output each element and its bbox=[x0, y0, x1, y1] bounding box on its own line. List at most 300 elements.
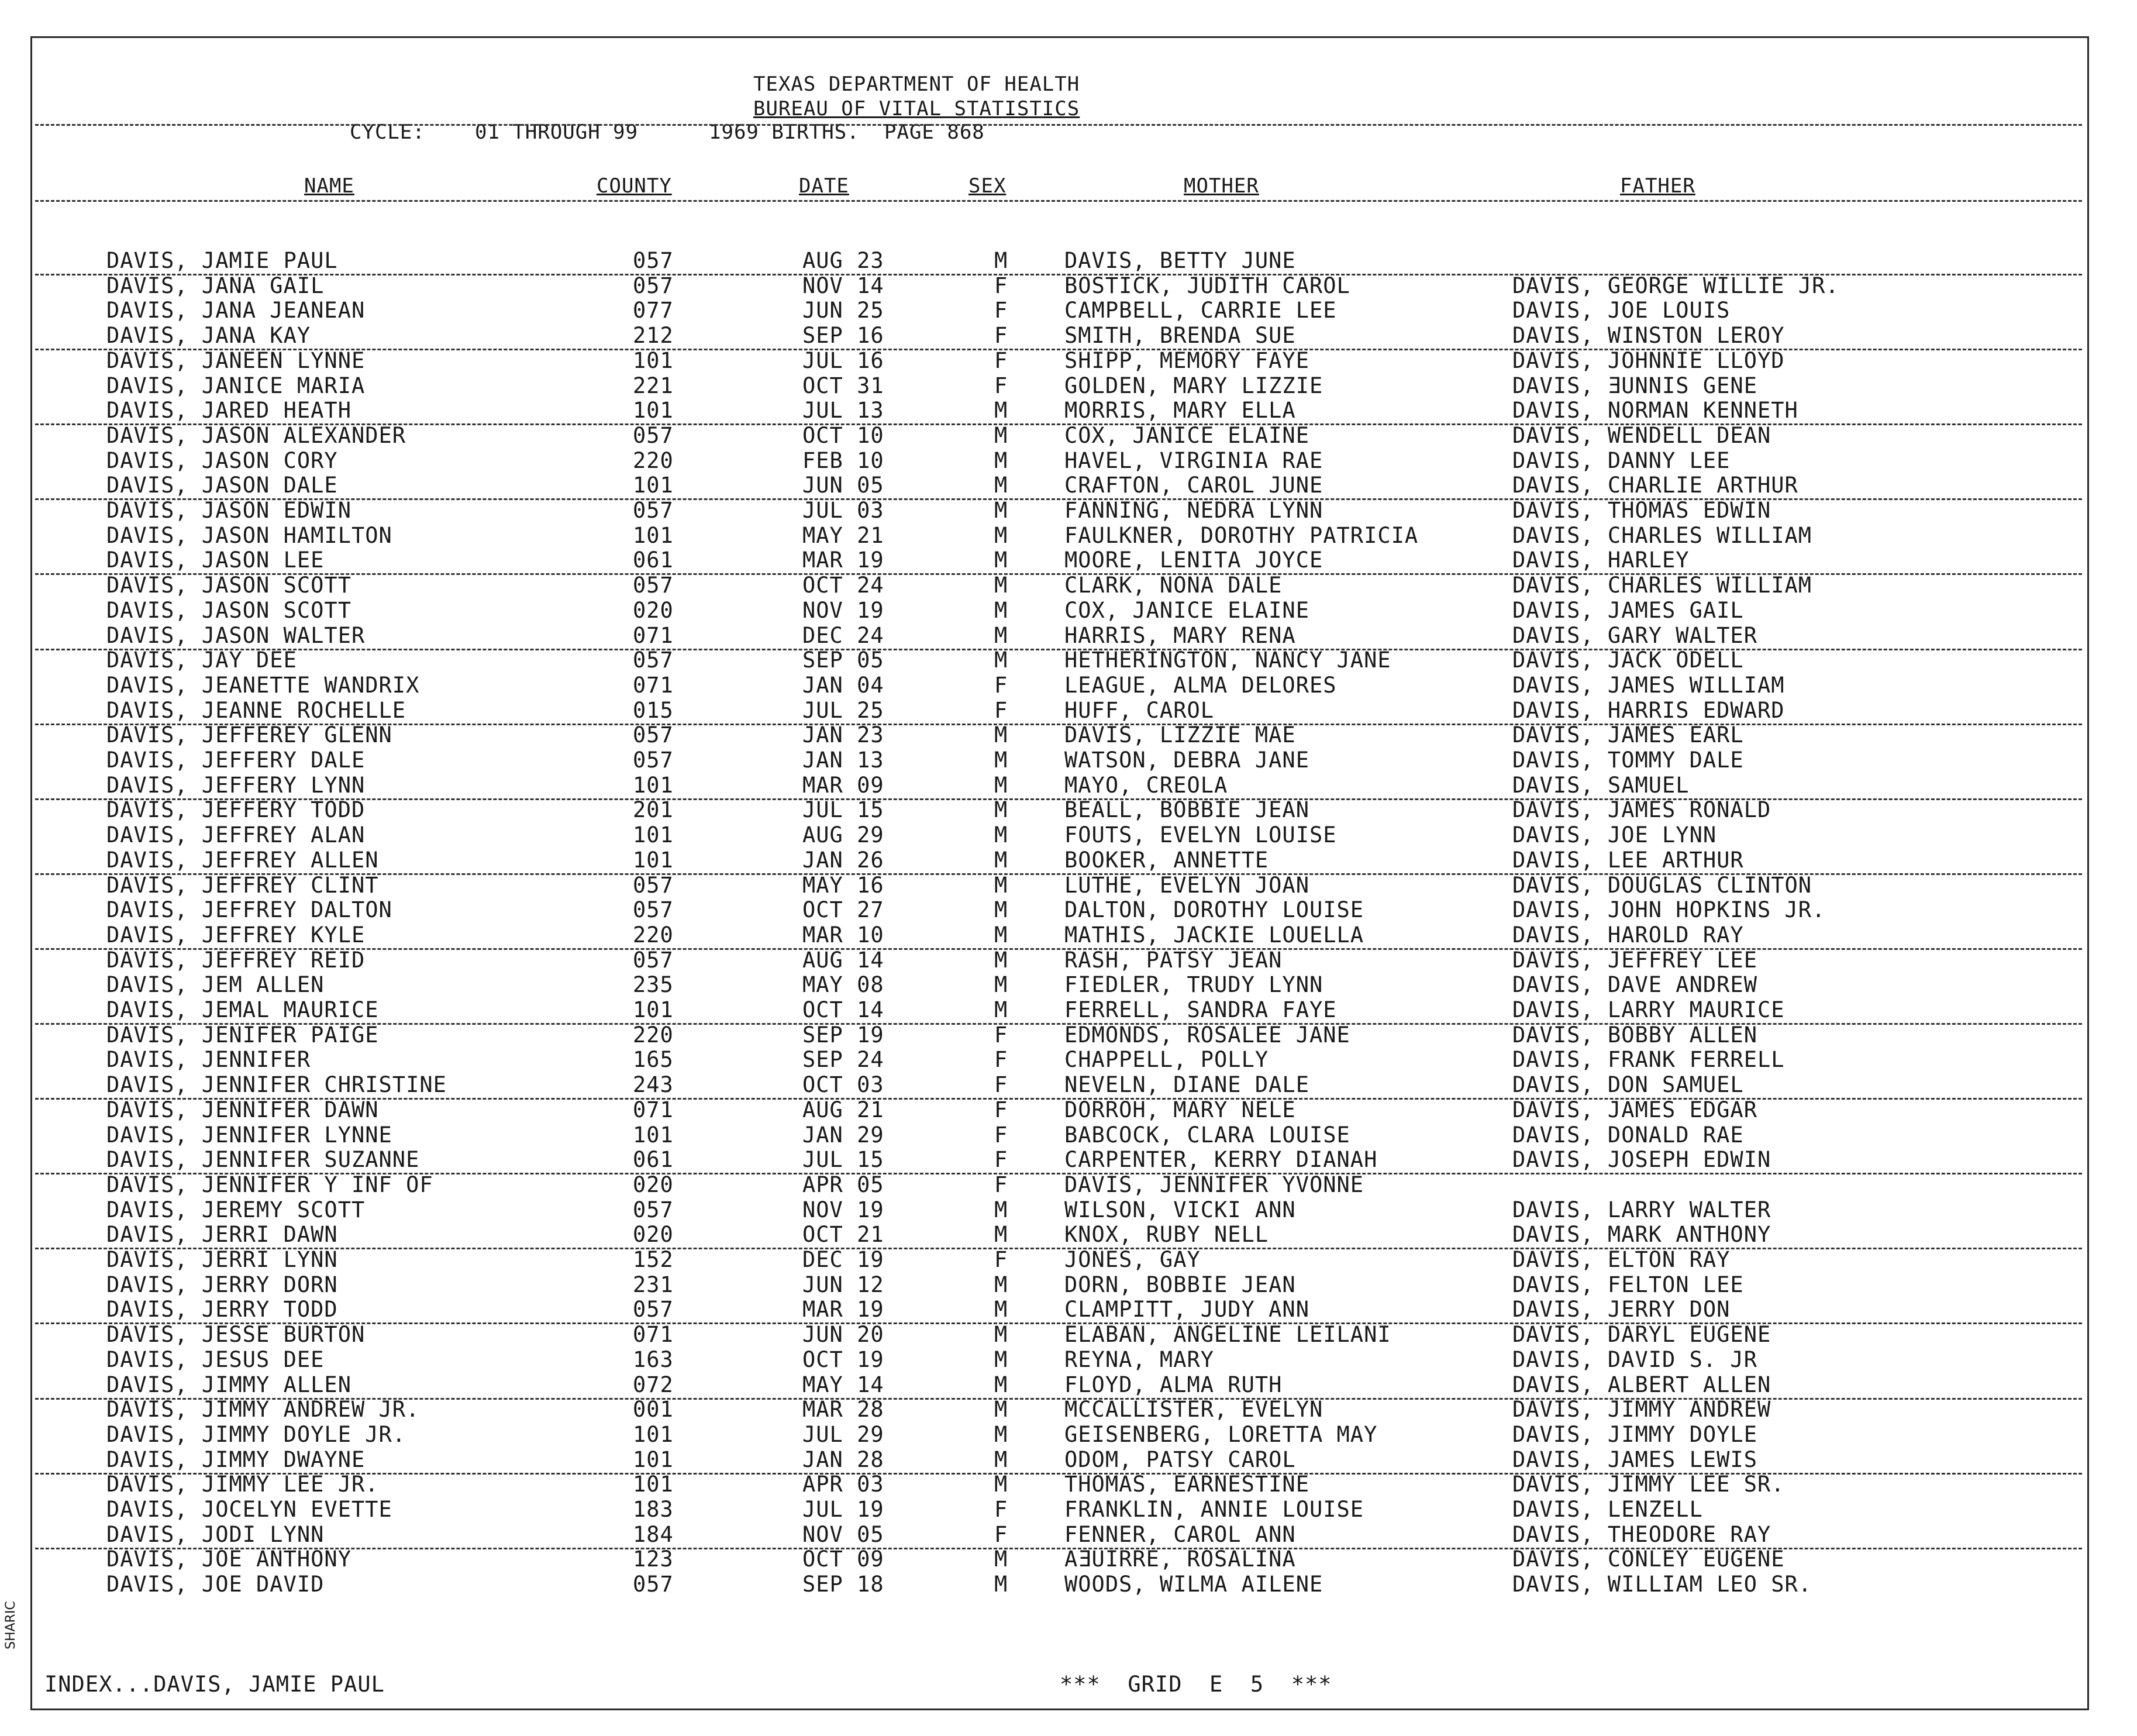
cell-father: DAVIS, DAVID S. JR bbox=[1512, 1346, 1757, 1372]
cell-county: 165 bbox=[633, 1047, 674, 1073]
cell-county: 235 bbox=[633, 972, 674, 998]
cell-father: DAVIS, DANNY LEE bbox=[1512, 447, 1731, 473]
table-row bbox=[0, 273, 2137, 298]
cell-name: DAVIS, JANA JEANEAN bbox=[106, 298, 366, 323]
table-row bbox=[0, 547, 2137, 572]
cell-sex: M bbox=[994, 1372, 1008, 1397]
cell-sex: F bbox=[994, 1147, 1008, 1173]
cell-sex: M bbox=[994, 1346, 1008, 1372]
table-row bbox=[0, 822, 2137, 847]
table-row bbox=[0, 1372, 2137, 1397]
cell-sex: F bbox=[994, 1122, 1008, 1148]
cell-date: OCT 09 bbox=[802, 1546, 884, 1572]
cell-mother: FRANKLIN, ANNIE LOUISE bbox=[1064, 1497, 1364, 1522]
cell-name: DAVIS, JERRI DAWN bbox=[106, 1222, 338, 1248]
cell-mother: NEVELN, DIANE DALE bbox=[1064, 1072, 1309, 1098]
cell-county: 057 bbox=[633, 1297, 674, 1322]
cell-sex: M bbox=[994, 647, 1008, 673]
cell-mother: HETHERINGTON, NANCY JANE bbox=[1064, 647, 1391, 673]
cell-county: 001 bbox=[633, 1397, 674, 1422]
cell-name: DAVIS, JEFFERY DALE bbox=[106, 748, 366, 773]
col-header-mother: MOTHER bbox=[1184, 174, 1259, 198]
header-line1: TEXAS DEPARTMENT OF HEALTH bbox=[753, 73, 1080, 96]
cell-name: DAVIS, JASON DALE bbox=[106, 473, 338, 498]
cell-date: MAR 28 bbox=[802, 1397, 884, 1422]
cell-county: 057 bbox=[633, 872, 674, 898]
cell-date: OCT 27 bbox=[802, 897, 884, 923]
cell-date: JUL 16 bbox=[802, 347, 884, 373]
cell-date: DEC 19 bbox=[802, 1247, 884, 1272]
cell-father: DAVIS, JOSEPH EDWIN bbox=[1512, 1147, 1771, 1173]
cell-date: JUN 12 bbox=[802, 1272, 884, 1297]
cell-county: 071 bbox=[633, 1322, 674, 1348]
cell-father: DAVIS, WINSTON LEROY bbox=[1512, 323, 1785, 349]
cell-name: DAVIS, JANEEN LYNNE bbox=[106, 347, 366, 373]
cell-name: DAVIS, JEFFREY REID bbox=[106, 947, 366, 973]
cell-date: SEP 24 bbox=[802, 1047, 884, 1073]
cell-mother: EDMONDS, ROSALEE JANE bbox=[1064, 1022, 1350, 1048]
cell-father: DAVIS, JOE LOUIS bbox=[1512, 298, 1731, 323]
cell-father: DAVIS, NORMAN KENNETH bbox=[1512, 398, 1798, 423]
cell-sex: F bbox=[994, 273, 1008, 298]
cell-sex: M bbox=[994, 522, 1008, 548]
cell-name: DAVIS, JESUS DEE bbox=[106, 1346, 325, 1372]
cell-county: 212 bbox=[633, 323, 674, 349]
cell-mother: SHIPP, MEMORY FAYE bbox=[1064, 347, 1309, 373]
cell-county: 201 bbox=[633, 797, 674, 823]
cell-name: DAVIS, JENNIFER Y INF OF bbox=[106, 1172, 433, 1197]
table-row bbox=[0, 873, 2137, 897]
cell-sex: M bbox=[994, 772, 1008, 798]
cell-sex: F bbox=[994, 697, 1008, 723]
cell-county: 020 bbox=[633, 1172, 674, 1197]
grid-text: *** GRID E 5 *** bbox=[1060, 1672, 1332, 1697]
cell-county: 057 bbox=[633, 647, 674, 673]
cell-name: DAVIS, JASON LEE bbox=[106, 547, 325, 573]
table-row bbox=[0, 348, 2137, 373]
cell-father: DAVIS, HARLEY bbox=[1512, 547, 1690, 573]
cell-date: MAR 09 bbox=[802, 772, 884, 798]
cell-county: 220 bbox=[633, 447, 674, 473]
cell-sex: M bbox=[994, 822, 1008, 848]
cell-mother: DORN, BOBBIE JEAN bbox=[1064, 1272, 1296, 1297]
cell-county: 101 bbox=[633, 822, 674, 848]
table-row bbox=[0, 1522, 2137, 1546]
cell-date: JUN 25 bbox=[802, 298, 884, 323]
cell-sex: M bbox=[994, 748, 1008, 773]
table-row bbox=[0, 573, 2137, 597]
cell-sex: M bbox=[994, 1472, 1008, 1497]
cell-father: DAVIS, FELTON LEE bbox=[1512, 1272, 1744, 1297]
cell-mother: WILSON, VICKI ANN bbox=[1064, 1197, 1296, 1222]
cell-mother: LEAGUE, ALMA DELORES bbox=[1064, 672, 1337, 698]
cell-father: DAVIS, JAMES RONALD bbox=[1512, 797, 1771, 823]
cell-sex: M bbox=[994, 722, 1008, 748]
table-row bbox=[0, 1472, 2137, 1496]
cell-sex: M bbox=[994, 1546, 1008, 1572]
cell-father: DAVIS, TOMMY DALE bbox=[1512, 748, 1744, 773]
cell-mother: ELABAN, ANGELINE LEILANI bbox=[1064, 1322, 1391, 1348]
cell-county: 101 bbox=[633, 1421, 674, 1447]
cell-father: DAVIS, MARK ANTHONY bbox=[1512, 1222, 1771, 1248]
cell-name: DAVIS, JASON CORY bbox=[106, 447, 338, 473]
page-label: PAGE 868 bbox=[884, 120, 985, 144]
cell-county: 071 bbox=[633, 672, 674, 698]
cell-name: DAVIS, JAMIE PAUL bbox=[106, 248, 338, 273]
cell-county: 152 bbox=[633, 1247, 674, 1272]
cell-name: DAVIS, JEMAL MAURICE bbox=[106, 997, 379, 1022]
cell-county: 057 bbox=[633, 273, 674, 298]
cell-mother: FAULKNER, DOROTHY PATRICIA bbox=[1064, 522, 1419, 548]
cell-mother: HAVEL, VIRGINIA RAE bbox=[1064, 447, 1323, 473]
cell-county: 101 bbox=[633, 398, 674, 423]
cell-father: DAVIS, CHARLES WILLIAM bbox=[1512, 573, 1812, 598]
cell-date: OCT 14 bbox=[802, 997, 884, 1022]
cell-sex: F bbox=[994, 1097, 1008, 1122]
cell-date: OCT 03 bbox=[802, 1072, 884, 1098]
cell-name: DAVIS, JENIFER PAIGE bbox=[106, 1022, 379, 1048]
table-row bbox=[0, 1422, 2137, 1446]
table-row bbox=[0, 748, 2137, 772]
cell-mother: HUFF, CAROL bbox=[1064, 697, 1215, 723]
cell-county: 221 bbox=[633, 373, 674, 398]
table-row bbox=[0, 922, 2137, 947]
cell-name: DAVIS, JENNIFER LYNNE bbox=[106, 1122, 392, 1148]
cell-father: DAVIS, LENZELL bbox=[1512, 1497, 1703, 1522]
cell-county: 101 bbox=[633, 772, 674, 798]
cell-mother: FLOYD, ALMA RUTH bbox=[1064, 1372, 1283, 1397]
cell-name: DAVIS, JARED HEATH bbox=[106, 398, 351, 423]
cell-name: DAVIS, JOCELYN EVETTE bbox=[106, 1497, 392, 1522]
cell-county: 183 bbox=[633, 1497, 674, 1522]
cell-mother: BOOKER, ANNETTE bbox=[1064, 847, 1269, 873]
cell-father: DAVIS, GEORGE WILLIE JR. bbox=[1512, 273, 1839, 298]
cell-name: DAVIS, JOE DAVID bbox=[106, 1572, 325, 1597]
cell-county: 071 bbox=[633, 1097, 674, 1122]
cell-name: DAVIS, JAY DEE bbox=[106, 647, 297, 673]
cell-mother: CLAMPITT, JUDY ANN bbox=[1064, 1297, 1309, 1322]
table-row bbox=[0, 1047, 2137, 1072]
table-row bbox=[0, 722, 2137, 747]
cell-date: SEP 05 bbox=[802, 647, 884, 673]
cell-mother: GOLDEN, MARY LIZZIE bbox=[1064, 373, 1323, 398]
cell-mother: CRAFTON, CAROL JUNE bbox=[1064, 473, 1323, 498]
cell-sex: M bbox=[994, 1197, 1008, 1222]
cell-father: DAVIS, JAMES EDGAR bbox=[1512, 1097, 1757, 1122]
cell-date: MAY 08 bbox=[802, 972, 884, 998]
table-row bbox=[0, 623, 2137, 647]
cell-date: JAN 28 bbox=[802, 1446, 884, 1472]
cell-county: 057 bbox=[633, 573, 674, 598]
table-row bbox=[0, 1347, 2137, 1372]
cell-sex: M bbox=[994, 1446, 1008, 1472]
cell-mother: FERRELL, SANDRA FAYE bbox=[1064, 997, 1337, 1022]
cell-county: 243 bbox=[633, 1072, 674, 1098]
cell-name: DAVIS, JERRI LYNN bbox=[106, 1247, 338, 1272]
cell-sex: M bbox=[994, 1272, 1008, 1297]
cell-sex: F bbox=[994, 1172, 1008, 1197]
cell-date: SEP 18 bbox=[802, 1572, 884, 1597]
cell-name: DAVIS, JEFFREY DALTON bbox=[106, 897, 392, 923]
cell-father: DAVIS, HARRIS EDWARD bbox=[1512, 697, 1785, 723]
cell-sex: F bbox=[994, 1072, 1008, 1098]
cell-sex: F bbox=[994, 1047, 1008, 1073]
cell-name: DAVIS, JEFFREY CLINT bbox=[106, 872, 379, 898]
cell-father: DAVIS, ALBERT ALLEN bbox=[1512, 1372, 1771, 1397]
cell-mother: FENNER, CAROL ANN bbox=[1064, 1521, 1296, 1547]
cell-mother: DAVIS, JENNIFER YVONNE bbox=[1064, 1172, 1364, 1197]
cell-county: 020 bbox=[633, 1222, 674, 1248]
cell-father: DAVIS, CHARLIE ARTHUR bbox=[1512, 473, 1798, 498]
cell-mother: AƎUIRRE, ROSALINA bbox=[1064, 1546, 1296, 1572]
cell-name: DAVIS, JEFFERY LYNN bbox=[106, 772, 366, 798]
cell-sex: M bbox=[994, 573, 1008, 598]
cell-sex: M bbox=[994, 1421, 1008, 1447]
cell-sex: M bbox=[994, 547, 1008, 573]
cell-name: DAVIS, JEREMY SCOTT bbox=[106, 1197, 366, 1222]
table-row bbox=[0, 647, 2137, 672]
cell-name: DAVIS, JEFFREY KYLE bbox=[106, 922, 366, 948]
cell-county: 101 bbox=[633, 997, 674, 1022]
cell-mother: CAMPBELL, CARRIE LEE bbox=[1064, 298, 1337, 323]
cell-county: 057 bbox=[633, 1572, 674, 1597]
cell-sex: F bbox=[994, 1022, 1008, 1048]
cell-father: DAVIS, FRANK FERRELL bbox=[1512, 1047, 1785, 1073]
cell-father: DAVIS, JEFFREY LEE bbox=[1512, 947, 1757, 973]
cell-county: 057 bbox=[633, 947, 674, 973]
table-row bbox=[0, 448, 2137, 473]
cell-father: DAVIS, THOMAS EDWIN bbox=[1512, 498, 1771, 523]
cell-mother: DAVIS, BETTY JUNE bbox=[1064, 248, 1296, 273]
cell-date: JAN 23 bbox=[802, 722, 884, 748]
table-row bbox=[0, 797, 2137, 822]
cell-county: 101 bbox=[633, 522, 674, 548]
table-row bbox=[0, 1022, 2137, 1047]
cell-mother: MORRIS, MARY ELLA bbox=[1064, 398, 1296, 423]
col-header-sex: SEX bbox=[968, 174, 1007, 198]
cell-father: DAVIS, JIMMY ANDREW bbox=[1512, 1397, 1771, 1422]
cell-mother: HARRIS, MARY RENA bbox=[1064, 622, 1296, 648]
cell-date: NOV 19 bbox=[802, 1197, 884, 1222]
cell-father: DAVIS, GARY WALTER bbox=[1512, 622, 1757, 648]
cell-date: DEC 24 bbox=[802, 622, 884, 648]
cell-county: 020 bbox=[633, 597, 674, 623]
cell-father: DAVIS, JAMES GAIL bbox=[1512, 597, 1744, 623]
table-row bbox=[0, 673, 2137, 697]
cell-mother: MAYO, CREOLA bbox=[1064, 772, 1228, 798]
cell-name: DAVIS, JERRY DORN bbox=[106, 1272, 338, 1297]
side-label: SHARIC bbox=[4, 1601, 18, 1649]
cell-sex: M bbox=[994, 872, 1008, 898]
cell-sex: M bbox=[994, 622, 1008, 648]
cell-name: DAVIS, JEFFREY ALLEN bbox=[106, 847, 379, 873]
table-row bbox=[0, 1297, 2137, 1321]
cell-sex: M bbox=[994, 972, 1008, 998]
cell-mother: COX, JANICE ELAINE bbox=[1064, 597, 1309, 623]
cell-mother: FOUTS, EVELYN LOUISE bbox=[1064, 822, 1337, 848]
cell-name: DAVIS, JOE ANTHONY bbox=[106, 1546, 351, 1572]
cell-sex: M bbox=[994, 797, 1008, 823]
cell-sex: M bbox=[994, 1322, 1008, 1348]
cell-date: OCT 24 bbox=[802, 573, 884, 598]
cell-county: 163 bbox=[633, 1346, 674, 1372]
cell-mother: WATSON, DEBRA JANE bbox=[1064, 748, 1309, 773]
table-row bbox=[0, 598, 2137, 622]
cell-sex: M bbox=[994, 398, 1008, 423]
cell-date: MAR 19 bbox=[802, 547, 884, 573]
cell-sex: F bbox=[994, 1247, 1008, 1272]
cell-date: JUL 19 bbox=[802, 1497, 884, 1522]
table-row bbox=[0, 997, 2137, 1022]
cell-sex: F bbox=[994, 298, 1008, 323]
cell-date: SEP 19 bbox=[802, 1022, 884, 1048]
cell-father: DAVIS, JOHN HOPKINS JR. bbox=[1512, 897, 1826, 923]
cell-name: DAVIS, JIMMY ANDREW JR. bbox=[106, 1397, 420, 1422]
table-row bbox=[0, 1222, 2137, 1246]
cell-father: DAVIS, JAMES WILLIAM bbox=[1512, 672, 1785, 698]
cell-county: 101 bbox=[633, 347, 674, 373]
cell-county: 101 bbox=[633, 1472, 674, 1497]
cell-date: JAN 29 bbox=[802, 1122, 884, 1148]
cell-name: DAVIS, JEANETTE WANDRIX bbox=[106, 672, 420, 698]
cell-father: DAVIS, JOHNNIE LLOYD bbox=[1512, 347, 1785, 373]
table-row bbox=[0, 423, 2137, 447]
cell-name: DAVIS, JIMMY DOYLE JR. bbox=[106, 1421, 406, 1447]
cell-date: NOV 05 bbox=[802, 1521, 884, 1547]
cell-name: DAVIS, JEANNE ROCHELLE bbox=[106, 697, 406, 723]
index-text: INDEX...DAVIS, JAMIE PAUL bbox=[44, 1672, 385, 1697]
cell-date: MAR 10 bbox=[802, 922, 884, 948]
cell-date: AUG 29 bbox=[802, 822, 884, 848]
cell-date: JUL 29 bbox=[802, 1421, 884, 1447]
cell-name: DAVIS, JESSE BURTON bbox=[106, 1322, 366, 1348]
cell-name: DAVIS, JEFFREY ALAN bbox=[106, 822, 366, 848]
table-row bbox=[0, 698, 2137, 722]
cell-mother: JONES, GAY bbox=[1064, 1247, 1201, 1272]
cell-father: DAVIS, JAMES LEWIS bbox=[1512, 1446, 1757, 1472]
cell-sex: M bbox=[994, 1572, 1008, 1597]
year-type: 1969 BIRTHS. bbox=[709, 120, 860, 144]
cell-father: DAVIS, ELTON RAY bbox=[1512, 1247, 1731, 1272]
table-row bbox=[0, 473, 2137, 497]
table-row bbox=[0, 848, 2137, 872]
cell-date: MAR 19 bbox=[802, 1297, 884, 1322]
cell-name: DAVIS, JASON SCOTT bbox=[106, 573, 351, 598]
cell-name: DAVIS, JODI LYNN bbox=[106, 1521, 325, 1547]
cell-sex: M bbox=[994, 897, 1008, 923]
table-row bbox=[0, 897, 2137, 922]
cell-mother: DAVIS, LIZZIE MAE bbox=[1064, 722, 1296, 748]
cell-sex: M bbox=[994, 947, 1008, 973]
cell-county: 057 bbox=[633, 498, 674, 523]
cell-father: DAVIS, JIMMY DOYLE bbox=[1512, 1421, 1757, 1447]
cell-name: DAVIS, JENNIFER CHRISTINE bbox=[106, 1072, 447, 1098]
cycle-value: 01 THROUGH 99 bbox=[475, 120, 639, 144]
cell-name: DAVIS, JASON WALTER bbox=[106, 622, 366, 648]
cell-date: JUL 15 bbox=[802, 1147, 884, 1173]
cell-mother: LUTHE, EVELYN JOAN bbox=[1064, 872, 1309, 898]
cell-name: DAVIS, JASON SCOTT bbox=[106, 597, 351, 623]
cell-sex: M bbox=[994, 997, 1008, 1022]
cell-mother: CHAPPELL, POLLY bbox=[1064, 1047, 1269, 1073]
cell-mother: THOMAS, EARNESTINE bbox=[1064, 1472, 1309, 1497]
cell-date: MAY 21 bbox=[802, 522, 884, 548]
table-row bbox=[0, 1272, 2137, 1297]
cell-date: MAY 14 bbox=[802, 1372, 884, 1397]
cell-mother: BEALL, BOBBIE JEAN bbox=[1064, 797, 1309, 823]
cell-father: DAVIS, LEE ARTHUR bbox=[1512, 847, 1744, 873]
cell-name: DAVIS, JIMMY DWAYNE bbox=[106, 1446, 366, 1472]
col-header-father: FATHER bbox=[1620, 174, 1695, 198]
table-row bbox=[0, 1397, 2137, 1421]
cell-father: DAVIS, JOE LYNN bbox=[1512, 822, 1717, 848]
cell-date: JAN 04 bbox=[802, 672, 884, 698]
table-row bbox=[0, 1247, 2137, 1272]
cell-county: 101 bbox=[633, 1446, 674, 1472]
cell-county: 061 bbox=[633, 547, 674, 573]
cell-name: DAVIS, JANICE MARIA bbox=[106, 373, 366, 398]
col-header-name: NAME bbox=[304, 174, 354, 198]
cell-date: JUL 13 bbox=[802, 398, 884, 423]
cell-county: 061 bbox=[633, 1147, 674, 1173]
cell-sex: M bbox=[994, 473, 1008, 498]
cell-county: 101 bbox=[633, 1122, 674, 1148]
cell-county: 101 bbox=[633, 473, 674, 498]
table-row bbox=[0, 1322, 2137, 1346]
cell-mother: DALTON, DOROTHY LOUISE bbox=[1064, 897, 1364, 923]
cell-father: DAVIS, WILLIAM LEO SR. bbox=[1512, 1572, 1812, 1597]
cell-date: JAN 26 bbox=[802, 847, 884, 873]
cell-father: DAVIS, JIMMY LEE SR. bbox=[1512, 1472, 1785, 1497]
cell-date: NOV 19 bbox=[802, 597, 884, 623]
table-row bbox=[0, 773, 2137, 797]
cell-father: DAVIS, DON SAMUEL bbox=[1512, 1072, 1744, 1098]
cell-date: APR 03 bbox=[802, 1472, 884, 1497]
cell-county: 072 bbox=[633, 1372, 674, 1397]
cell-county: 057 bbox=[633, 248, 674, 273]
cell-date: JUL 03 bbox=[802, 498, 884, 523]
cell-county: 057 bbox=[633, 422, 674, 448]
cell-county: 015 bbox=[633, 697, 674, 723]
cell-mother: MOORE, LENITA JOYCE bbox=[1064, 547, 1323, 573]
cell-county: 057 bbox=[633, 722, 674, 748]
cell-sex: M bbox=[994, 248, 1008, 273]
cell-sex: M bbox=[994, 422, 1008, 448]
cell-county: 057 bbox=[633, 1197, 674, 1222]
cell-sex: M bbox=[994, 447, 1008, 473]
cell-name: DAVIS, JANA KAY bbox=[106, 323, 311, 349]
table-row bbox=[0, 948, 2137, 972]
cell-mother: SMITH, BRENDA SUE bbox=[1064, 323, 1296, 349]
table-row bbox=[0, 1447, 2137, 1472]
cell-mother: BABCOCK, CLARA LOUISE bbox=[1064, 1122, 1350, 1148]
table-row bbox=[0, 1122, 2137, 1147]
table-row bbox=[0, 248, 2137, 273]
cell-name: DAVIS, JEM ALLEN bbox=[106, 972, 325, 998]
cell-date: AUG 21 bbox=[802, 1097, 884, 1122]
cell-name: DAVIS, JASON HAMILTON bbox=[106, 522, 392, 548]
cell-sex: F bbox=[994, 1521, 1008, 1547]
cell-father: DAVIS, DOUGLAS CLINTON bbox=[1512, 872, 1812, 898]
table-row bbox=[0, 1147, 2137, 1172]
table-row bbox=[0, 498, 2137, 522]
cell-father: DAVIS, BOBBY ALLEN bbox=[1512, 1022, 1757, 1048]
cell-sex: F bbox=[994, 347, 1008, 373]
cycle-label: CYCLE: bbox=[350, 120, 425, 144]
column-header-divider bbox=[35, 200, 2082, 202]
cell-county: 231 bbox=[633, 1272, 674, 1297]
cell-father: DAVIS, JAMES EARL bbox=[1512, 722, 1744, 748]
